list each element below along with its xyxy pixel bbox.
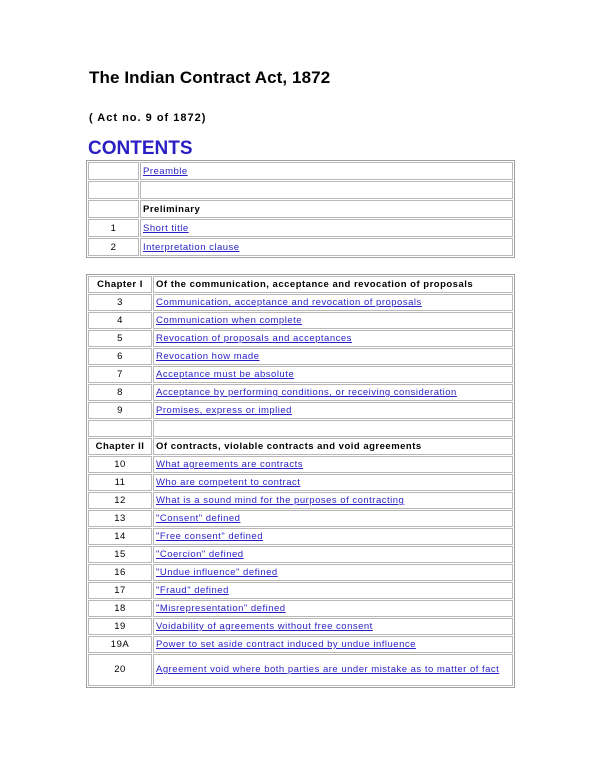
section-number: 7 <box>88 366 152 383</box>
section-link[interactable]: "Misrepresentation" defined <box>156 603 286 614</box>
section-number <box>88 162 139 180</box>
table-row <box>88 492 513 509</box>
section-cell <box>140 238 513 256</box>
table-row <box>88 330 513 347</box>
section-number: 5 <box>88 330 152 347</box>
table-row <box>88 510 513 527</box>
section-number: 3 <box>88 294 152 311</box>
table-row <box>88 546 513 563</box>
chapters-contents-table <box>86 274 515 688</box>
table-row <box>88 219 513 237</box>
section-number: 19A <box>88 636 152 653</box>
section-number: 4 <box>88 312 152 329</box>
section-number: 16 <box>88 564 152 581</box>
table-row <box>88 438 513 455</box>
section-number: 2 <box>88 238 139 256</box>
section-cell <box>140 162 513 180</box>
section-cell <box>153 456 513 473</box>
section-cell <box>153 474 513 491</box>
section-cell <box>153 402 513 419</box>
section-number: 18 <box>88 600 152 617</box>
section-link[interactable]: Short title <box>143 222 189 234</box>
table-row <box>88 384 513 401</box>
section-link[interactable]: "Consent" defined <box>156 513 241 524</box>
section-number: 20 <box>88 654 152 686</box>
table-row <box>88 402 513 419</box>
table-row <box>88 312 513 329</box>
section-link[interactable]: Acceptance by performing conditions, or receiving consideration <box>156 387 457 398</box>
section-cell <box>153 582 513 599</box>
section-link[interactable]: Power to set aside contract induced by undue influence <box>156 639 416 650</box>
section-number <box>88 200 139 218</box>
section-link[interactable]: Acceptance must be absolute <box>156 369 295 380</box>
chapter-heading: Preliminary <box>140 200 513 218</box>
section-cell <box>153 654 513 686</box>
section-cell <box>153 546 513 563</box>
section-number: 12 <box>88 492 152 509</box>
page-title: The Indian Contract Act, 1872 <box>89 68 331 87</box>
section-cell <box>140 219 513 237</box>
section-cell <box>153 294 513 311</box>
table-row <box>88 276 513 293</box>
section-number: Chapter I <box>88 276 152 293</box>
act-number: ( Act no. 9 of 1872) <box>89 112 207 124</box>
section-link[interactable]: Interpretation clause <box>143 241 240 253</box>
chapter-heading: Of the communication, acceptance and revocation of proposals <box>153 276 513 293</box>
section-cell <box>153 312 513 329</box>
section-cell <box>153 348 513 365</box>
chapter-heading: Of contracts, violable contracts and void agreements <box>153 438 513 455</box>
section-link[interactable]: "Fraud" defined <box>156 585 229 596</box>
table-row <box>88 618 513 635</box>
section-cell <box>153 510 513 527</box>
table-row <box>88 528 513 545</box>
section-number: 9 <box>88 402 152 419</box>
table-row <box>88 181 513 199</box>
section-cell <box>153 384 513 401</box>
blank-cell <box>153 420 513 437</box>
section-number: 13 <box>88 510 152 527</box>
section-link[interactable]: Agreement void where both parties are under mistake as to matter of fact <box>156 664 500 675</box>
table-row <box>88 420 513 437</box>
section-cell <box>153 600 513 617</box>
section-link[interactable]: Voidability of agreements without free consent <box>156 621 373 632</box>
section-number: 19 <box>88 618 152 635</box>
section-cell <box>153 366 513 383</box>
section-link[interactable]: What agreements are contracts <box>156 459 304 470</box>
section-number: Chapter II <box>88 438 152 455</box>
table-row <box>88 636 513 653</box>
section-number: 6 <box>88 348 152 365</box>
section-cell <box>153 330 513 347</box>
section-link[interactable]: Preamble <box>143 165 188 177</box>
section-cell <box>153 618 513 635</box>
section-cell <box>153 564 513 581</box>
section-link[interactable]: Revocation of proposals and acceptances <box>156 333 352 344</box>
section-number: 14 <box>88 528 152 545</box>
section-number: 11 <box>88 474 152 491</box>
section-link[interactable]: What is a sound mind for the purposes of contracting <box>156 495 405 506</box>
table-row <box>88 582 513 599</box>
section-link[interactable]: Who are competent to contract <box>156 477 301 488</box>
table-row <box>88 238 513 256</box>
table-row <box>88 600 513 617</box>
section-cell <box>153 492 513 509</box>
table-row <box>88 348 513 365</box>
section-number <box>88 420 152 437</box>
section-cell <box>153 528 513 545</box>
section-number <box>88 181 139 199</box>
table-row <box>88 474 513 491</box>
contents-heading: CONTENTS <box>88 138 193 159</box>
section-cell <box>153 636 513 653</box>
section-link[interactable]: "Undue influence" defined <box>156 567 278 578</box>
table-row <box>88 654 513 686</box>
table-row <box>88 294 513 311</box>
section-link[interactable]: Communication when complete <box>156 315 303 326</box>
table-row <box>88 200 513 218</box>
blank-cell <box>140 181 513 199</box>
section-link[interactable]: Communication, acceptance and revocation of proposals <box>156 297 422 308</box>
table-row <box>88 456 513 473</box>
table-row <box>88 564 513 581</box>
section-number: 15 <box>88 546 152 563</box>
section-link[interactable]: Revocation how made <box>156 351 260 362</box>
section-link[interactable]: "Free consent" defined <box>156 531 263 542</box>
section-link[interactable]: Promises, express or implied <box>156 405 292 416</box>
section-number: 17 <box>88 582 152 599</box>
section-number: 1 <box>88 219 139 237</box>
section-number: 8 <box>88 384 152 401</box>
table-row <box>88 366 513 383</box>
section-link[interactable]: "Coercion" defined <box>156 549 244 560</box>
preliminary-contents-table <box>86 160 515 258</box>
section-number: 10 <box>88 456 152 473</box>
table-row <box>88 162 513 180</box>
